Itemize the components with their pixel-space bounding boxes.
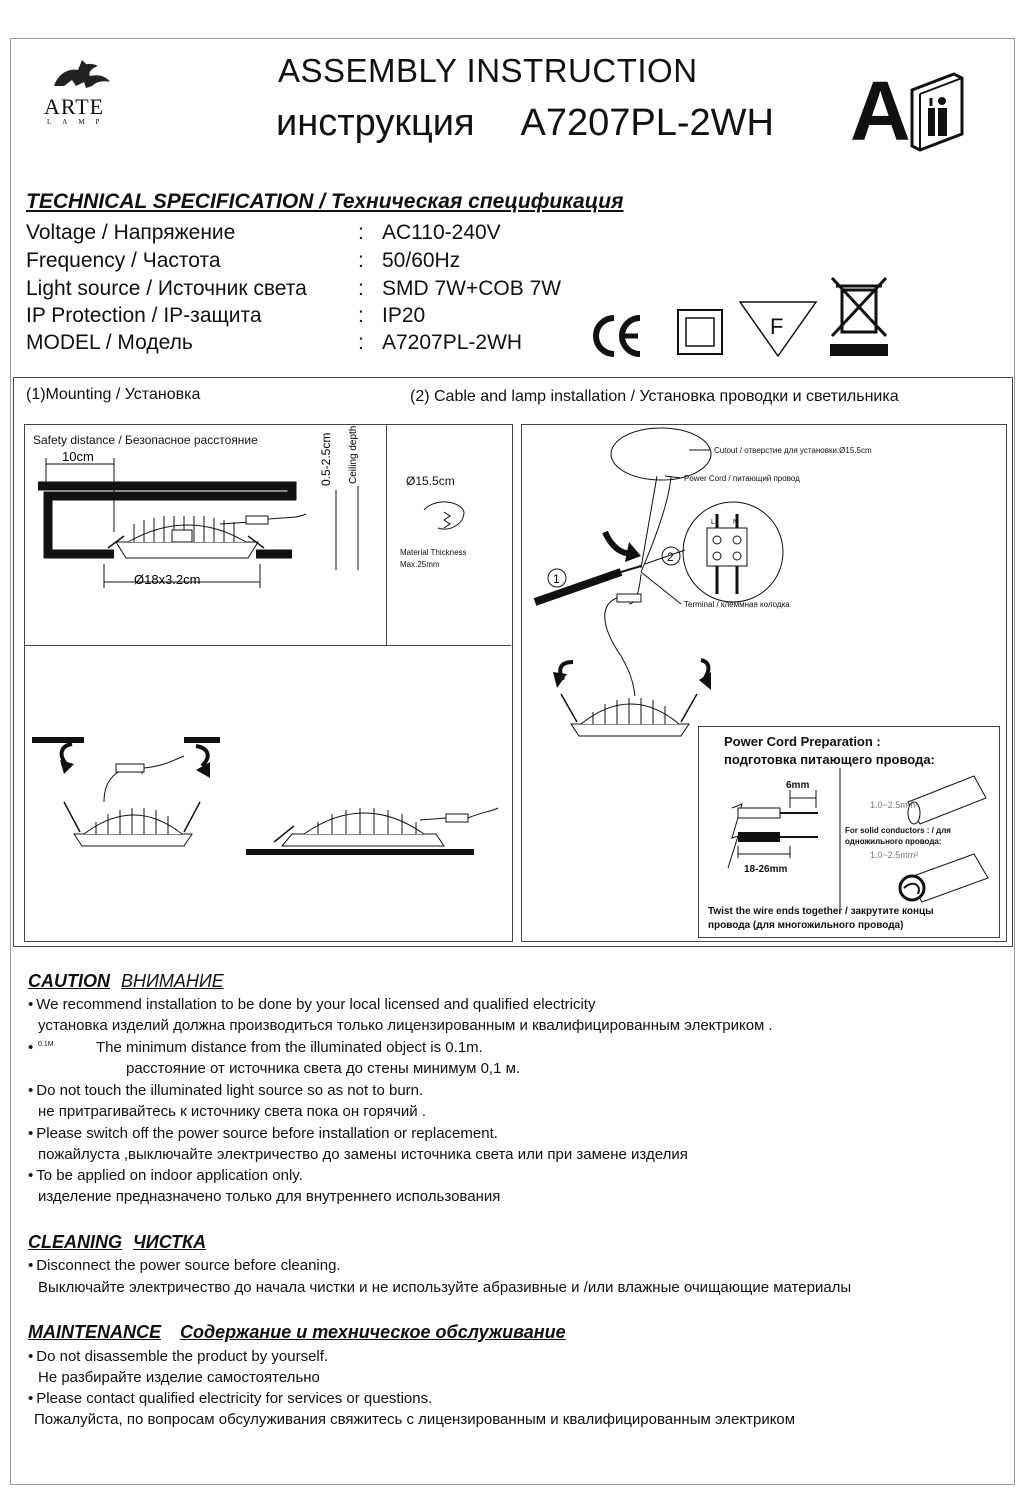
prep-title-ru: подготовка питающего провода: xyxy=(724,752,935,767)
safety-distance-label: Safety distance / Безопасное расстояние xyxy=(33,433,258,447)
certification-marks xyxy=(580,270,900,370)
distance-icon: 0.1M xyxy=(38,1041,54,1048)
title-russian xyxy=(276,102,774,145)
step-1-label: 1 xyxy=(553,572,560,586)
logo-text: ARTE xyxy=(44,94,105,119)
logo-subtext: LAMP xyxy=(47,118,111,126)
caution-line: • Please switch off the power source before installation or replacement. xyxy=(28,1125,498,1142)
spec-value-voltage: AC110-240V xyxy=(382,221,501,244)
terminal-label-n: N xyxy=(733,519,739,526)
caution-line: расстояние от источника света до стены минимум 0,1 м. xyxy=(126,1060,521,1077)
maintenance-line: • Please contact qualified electricity for services or questions. xyxy=(28,1390,433,1407)
caution-line: • To be applied on indoor application only. xyxy=(28,1167,303,1184)
spec-heading: TECHNICAL SPECIFICATION / Техническая спецификация xyxy=(26,190,624,213)
cleaning-line: • Disconnect the power source before cleaning. xyxy=(28,1257,341,1274)
title-russian-word: инструкция xyxy=(276,102,475,144)
mounting-steps-drawing xyxy=(24,646,511,940)
cutout-drawing xyxy=(420,500,470,536)
maintenance-heading xyxy=(28,1322,566,1343)
spec-colon: : xyxy=(358,277,364,300)
title-model: A7207PL-2WH xyxy=(520,102,774,144)
mounting-section-drawing xyxy=(24,424,386,646)
manual-book-icon xyxy=(846,64,976,154)
cleaning-heading-en: CLEANING xyxy=(28,1232,122,1252)
panel-divider xyxy=(386,424,388,646)
cutout-label: Cutout / отверстие для установки:Ø15.5cm xyxy=(714,446,872,455)
caution-line: установка изделий должна производиться только лицензированным и квалифицированным электриком . xyxy=(38,1017,773,1034)
spec-value-frequency: 50/60Hz xyxy=(382,249,461,272)
spec-colon: : xyxy=(358,221,364,244)
spec-colon: : xyxy=(358,331,364,354)
terminal-label: Terminal / клеммная колодка xyxy=(684,600,790,609)
material-thickness-label: Material Thickness xyxy=(400,548,467,557)
spec-label-voltage: Voltage / Напряжение xyxy=(26,221,236,244)
spec-label-light-source: Light source / Источник света xyxy=(26,277,307,300)
cutout-diameter-label: Ø15.5cm xyxy=(406,474,455,488)
caution-line: пожайлуста ,выключайте электричество до замены источника света или при замене изделия xyxy=(38,1146,688,1163)
twist-label-en: Twist the wire ends together / закрутите концы xyxy=(708,906,934,917)
distance-label: 10cm xyxy=(62,449,94,464)
step-2-label: 2 xyxy=(667,550,674,564)
spec-label-frequency: Frequency / Частота xyxy=(26,249,221,272)
f-mark-icon xyxy=(740,302,816,356)
strip-length-6mm: 6mm xyxy=(786,780,810,791)
twist-label-ru: провода (для многожильного провода) xyxy=(708,920,904,931)
maintenance-line: Пожалуйста, по вопросам обсулуживания свяжитесь с лицензированным и квалифицированным электриком xyxy=(34,1411,796,1428)
cable-heading: (2) Cable and lamp installation / Установка проводки и светильника xyxy=(410,388,899,405)
ce-mark-icon xyxy=(596,318,640,354)
maintenance-line: Не разбирайте изделие самостоятельно xyxy=(38,1369,320,1386)
letter-a-glyph: A xyxy=(850,64,911,154)
caution-heading-en: CAUTION xyxy=(28,971,110,991)
mounting-heading: (1)Mounting / Установка xyxy=(26,386,201,403)
cleaning-line: Выключайте электричество до начала чистки и не используйте абразивные и /или влажные очищающие материалы xyxy=(38,1279,852,1296)
caution-line: The minimum distance from the illuminated object is 0.1m. xyxy=(96,1039,483,1056)
spec-value-light-source: SMD 7W+COB 7W xyxy=(382,277,562,300)
gauge-label-2: 1.0~2.5mm² xyxy=(870,850,919,860)
gauge-label-1: 1.0~2.5mm² xyxy=(870,800,919,810)
caution-line: • xyxy=(28,1039,34,1056)
prep-title-en: Power Cord Preparation : xyxy=(724,734,881,749)
cleaning-heading-ru: ЧИСТКА xyxy=(133,1232,207,1252)
material-max-label: Max.25mm xyxy=(400,560,440,569)
maintenance-heading-ru: Содержание и техническое обслуживание xyxy=(180,1322,566,1342)
weee-bin-icon xyxy=(830,278,888,356)
caution-line: • Do not touch the illuminated light source so as not to burn. xyxy=(28,1082,424,1099)
spec-colon: : xyxy=(358,249,364,272)
lion-logo-icon xyxy=(42,56,122,96)
caution-line: изделение предназначено только для внутреннего использования xyxy=(38,1188,501,1205)
caution-heading-ru: ВНИМАНИЕ xyxy=(121,971,224,991)
solid-conductor-label-en: For solid conductors : / для xyxy=(845,826,951,835)
ceiling-depth-label: Ceiling depth 60mm xyxy=(348,424,359,484)
maintenance-line: • Do not disassemble the product by yourself. xyxy=(28,1348,329,1365)
caution-line: не притрагивайтесь к источнику света пока он горячий . xyxy=(38,1103,426,1120)
strip-length-18-26mm: 18-26mm xyxy=(744,864,788,875)
spec-label-ip: IP Protection / IP-защита xyxy=(26,304,262,327)
f-mark-letter: F xyxy=(770,314,784,339)
cable-installation-drawing xyxy=(521,424,1005,744)
spec-value-ip: IP20 xyxy=(382,304,426,327)
caution-line: • We recommend installation to be done by your local licensed and qualified electricity xyxy=(28,996,596,1013)
lamp-diameter-label: Ø18x3.2cm xyxy=(134,572,201,587)
solid-conductor-label-ru: одножильного провода: xyxy=(845,837,942,846)
title-english: ASSEMBLY INSTRUCTION xyxy=(278,52,698,89)
gap-label: 0.5-2.5cm xyxy=(319,432,333,486)
spec-colon: : xyxy=(358,304,364,327)
terminal-label-l: L xyxy=(711,519,715,526)
cleaning-heading xyxy=(28,1232,206,1253)
power-cord-label: Power Cord / питающий провод xyxy=(684,474,800,483)
spec-value-model: A7207PL-2WH xyxy=(382,331,523,354)
spec-label-model: MODEL / Модель xyxy=(26,331,193,354)
class-ii-square-icon xyxy=(678,310,722,354)
caution-heading xyxy=(28,971,224,992)
maintenance-heading-en: MAINTENANCE xyxy=(28,1322,161,1342)
